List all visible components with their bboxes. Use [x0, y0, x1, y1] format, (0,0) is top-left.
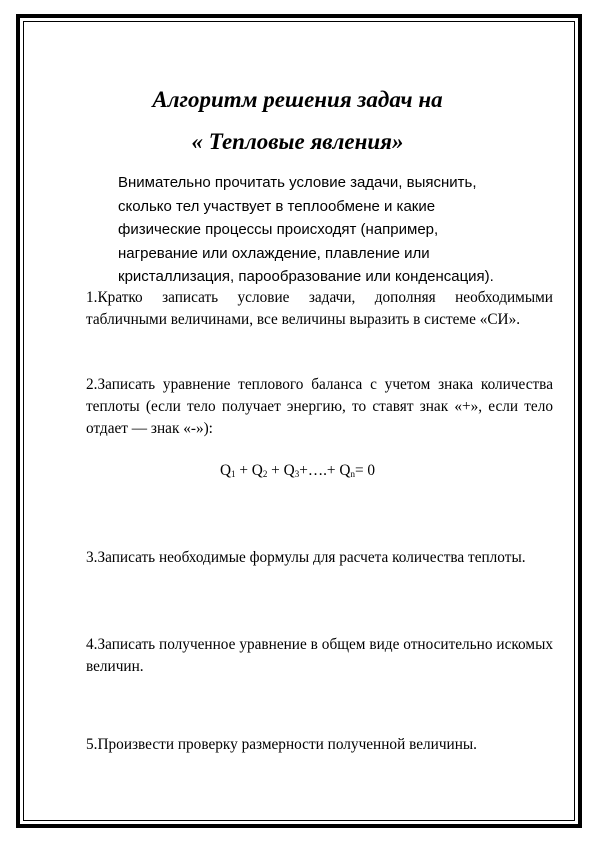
step-4: 4.Записать полученное уравнение в общем виде относительно искомых величин. — [86, 636, 553, 675]
eq-q1-symbol: Q — [219, 462, 231, 479]
eq-qn-index: n — [350, 469, 355, 479]
eq-ellipsis: +….+ — [299, 462, 340, 479]
intro-paragraph: Внимательно прочитать условие задачи, выяснить, сколько тел участвует в теплообмене и какие физические процессы происходят (например, нагревание или охлаждение, плавление или кристаллизация, парообразование или конденсация). — [118, 174, 494, 285]
eq-equals-zero: = 0 — [354, 462, 376, 479]
heat-balance-equation — [0, 460, 595, 485]
eq-q3-index: 3 — [294, 469, 300, 479]
step-5: 5.Произвести проверку размерности полученной величины. — [86, 736, 477, 753]
eq-qn-symbol: Q — [339, 462, 351, 479]
eq-q3-symbol: Q — [283, 462, 295, 479]
title-line-1: Алгоритм решения задач на — [152, 87, 443, 112]
step-2: 2.Записать уравнение теплового баланса с учетом знака количества теплоты (если тело получает энергию, то ставят знак «+», если тело отдает — знак «-»): — [86, 376, 553, 437]
step-3: 3.Записать необходимые формулы для расчета количества теплоты. — [86, 549, 526, 566]
title-line-2: « Тепловые явления» — [191, 129, 404, 154]
step-1: 1.Кратко записать условие задачи, дополняя необходимыми табличными величинами, все величины выразить в системе «СИ». — [86, 289, 553, 328]
eq-q1-index: 1 — [231, 469, 236, 479]
eq-plus-1: + — [235, 462, 252, 479]
eq-q2-index: 2 — [262, 469, 268, 479]
eq-plus-2: + — [267, 462, 284, 479]
eq-q2-symbol: Q — [251, 462, 263, 479]
